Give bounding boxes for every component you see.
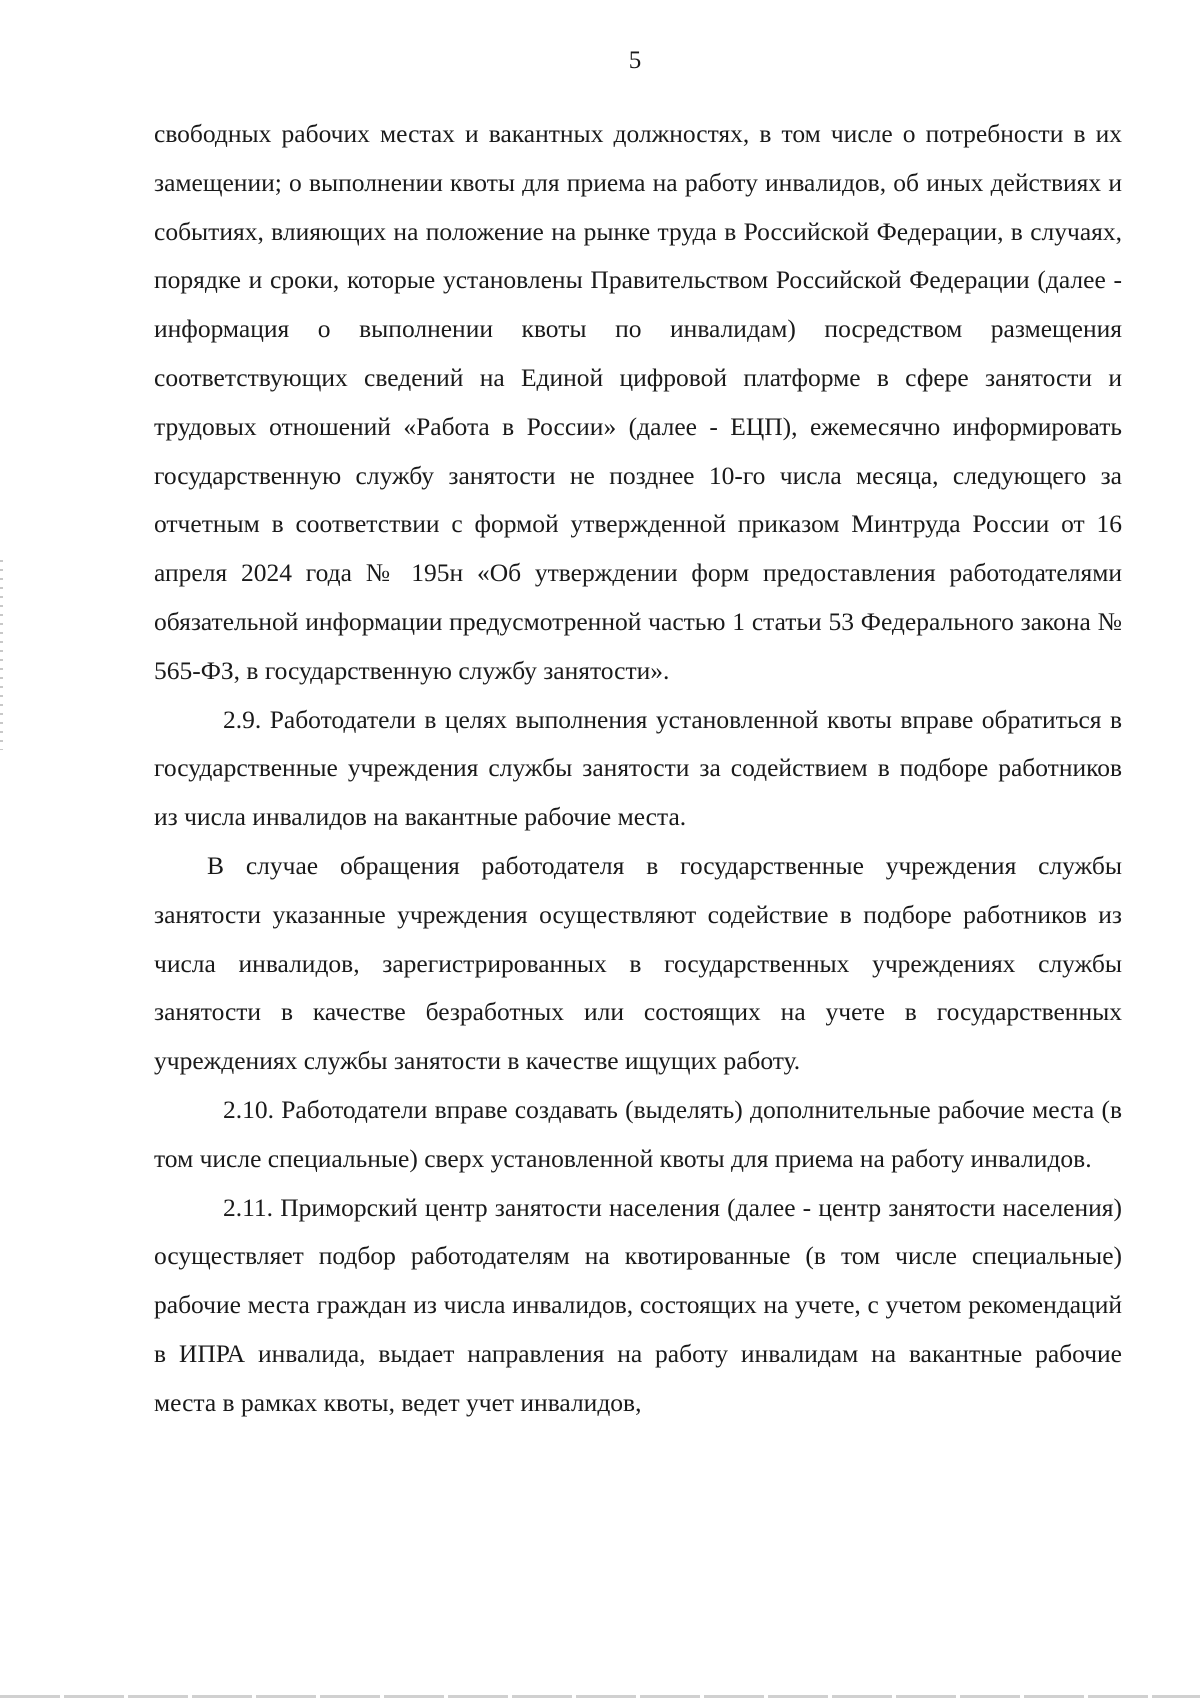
paragraph-employer-request: В случае обращения работодателя в государственные учреждения службы занятости указанные учреждения осуществляют содействие в подборе работников из числа инвалидов, зарегистрированных в государственных учреждениях службы занятости в качестве безработных или состоящих на учете в государственных учреждениях службы занятости в качестве ищущих работу. [154,850,1122,1076]
scan-edge-marks [0,560,3,750]
document-body [154,110,1122,1428]
paragraph-2-11: 2.11. Приморский центр занятости населения (далее - центр занятости населения) осуществляет подбор работодателям на квотированные (в том числе специальные) рабочие места граждан из числа инвалидов, состоящих на учете, с учетом рекомендаций в ИПРА инвалида, выдает направления на работу инвалидам на вакантные рабочие места в рамках квоты, ведет учет инвалидов, [154,1192,1122,1417]
paragraph-continuation: свободных рабочих местах и вакантных должностях, в том числе о потребности в их замещении; о выполнении квоты для приема на работу инвалидов, об иных действиях и событиях, влияющих на положение на рынке труда в Российской Федерации, в случаях, порядке и сроки, которые установлены Правительством Российской Федерации (далее - информация о выполнении квоты по инвалидам) посредством размещения соответствующих сведений на Единой цифровой платформе в сфере занятости и трудовых отношений «Работа в России» (далее - ЕЦП), ежемесячно информировать государственную службу занятости не позднее 10-го числа месяца, следующего за отчетным в соответствии с формой утвержденной приказом Минтруда России от 16 апреля 2024 года № 195н «Об утверждении форм предоставления работодателями обязательной информации предусмотренной частью 1 статьи 53 Федерального закона № 565-ФЗ, в государственную службу занятости». [154,119,1122,685]
page-number: 5 [628,47,642,74]
paragraph-2-10: 2.10. Работодатели вправе создавать (выделять) дополнительные рабочие места (в том числе специальные) сверх установленной квоты для приема на работу инвалидов. [154,1094,1122,1173]
paragraph-2-9: 2.9. Работодатели в целях выполнения установленной квоты вправе обратиться в государственные учреждения службы занятости за содействием в подборе работников из числа инвалидов на вакантные рабочие места. [154,704,1122,832]
